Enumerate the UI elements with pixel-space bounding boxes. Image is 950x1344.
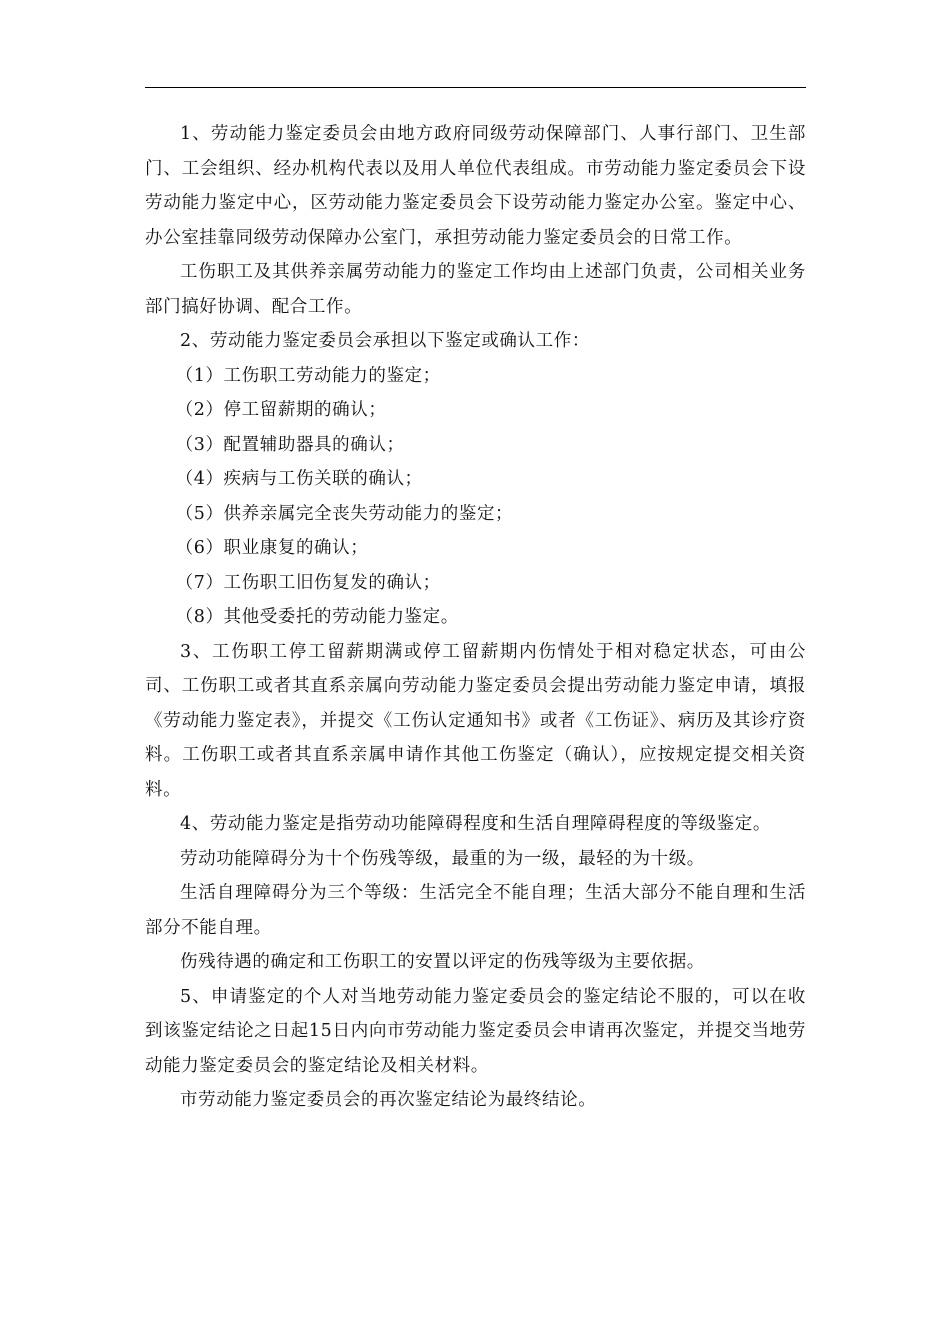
list-item: （6）职业康复的确认；	[175, 538, 369, 558]
list-item: （1）工伤职工劳动能力的鉴定；	[175, 365, 441, 386]
list-item: （8）其他受委托的劳动能力鉴定。	[175, 607, 459, 627]
paragraph-treatment-basis: 伤残待遇的确定和工伤职工的安置以评定的伤残等级为主要依据。	[180, 952, 705, 972]
paragraph-disability-levels: 劳动功能障碍分为十个伤残等级，最重的为一级，最轻的为十级。	[180, 848, 705, 869]
list-item: （2）停工留薪期的确认；	[175, 400, 387, 420]
list-item: （5）供养亲属完全丧失劳动能力的鉴定；	[175, 503, 514, 524]
paragraph-2-scope: 2、劳动能力鉴定委员会承担以下鉴定或确认工作：	[180, 331, 590, 351]
paragraph-final-conclusion: 市劳动能力鉴定委员会的再次鉴定结论为最终结论。	[180, 1090, 597, 1110]
header-rule	[145, 87, 806, 88]
list-item: （3）配置辅助器具的确认；	[175, 434, 405, 455]
paragraph-self-care-levels: 生活自理障碍分为三个等级：生活完全不能自理；生活大部分不能自理和生活部分不能自理。	[145, 883, 806, 938]
list-item: （7）工伤职工旧伤复发的确认；	[175, 572, 441, 593]
paragraph-responsibility: 工伤职工及其供养亲属劳动能力的鉴定工作均由上述部门负责，公司相关业务部门搞好协调、配合工作。	[145, 262, 806, 317]
paragraph-1-composition: 1、劳动能力鉴定委员会由地方政府同级劳动保障部门、人事行部门、卫生部门、工会组织、经办机构代表以及用人单位代表组成。市劳动能力鉴定委员会下设劳动能力鉴定中心，区劳动能力鉴定委员会下设劳动能力鉴定办公室。鉴定中心、办公室挂靠同级劳动保障办公室门，承担劳动能力鉴定委员会的日常工作。	[145, 124, 806, 248]
paragraph-5-reappraisal: 5、申请鉴定的个人对当地劳动能力鉴定委员会的鉴定结论不服的，可以在收到该鉴定结论之日起15日内向市劳动能力鉴定委员会申请再次鉴定，并提交当地劳动能力鉴定委员会的鉴定结论及相关材料。	[145, 986, 806, 1076]
paragraph-3-application: 3、工伤职工停工留薪期满或停工留薪期内伤情处于相对稳定状态，可由公司、工伤职工或者其直系亲属向劳动能力鉴定委员会提出劳动能力鉴定申请，填报《劳动能力鉴定表》，并提交《工伤认定通知书》或者《工伤证》、病历及其诊疗资料。工伤职工或者其直系亲属申请作其他工伤鉴定（确认），应按规定提交相关资料。	[145, 641, 806, 800]
paragraph-4-definition: 4、劳动能力鉴定是指劳动功能障碍程度和生活自理障碍程度的等级鉴定。	[180, 814, 771, 834]
list-item: （4）疾病与工伤关联的确认；	[175, 469, 423, 489]
document-body	[145, 117, 806, 1118]
